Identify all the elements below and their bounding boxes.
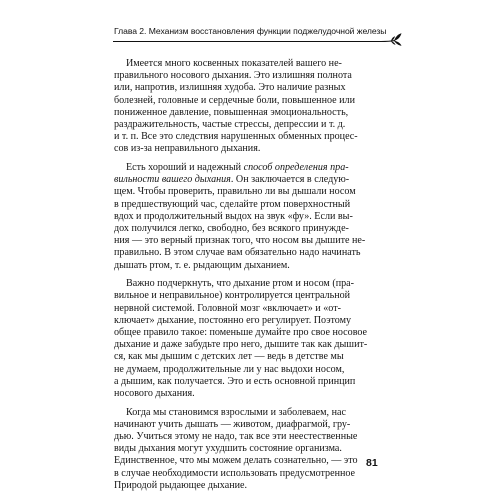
text-line: дью. Учиться этому не надо, так все эти неестественные xyxy=(114,431,358,443)
text-run: . Он заключается в следую- xyxy=(230,174,350,186)
leaf-ornament-icon xyxy=(380,31,402,51)
text-line: ния — это верный признак того, что носом вы дышите не- xyxy=(114,235,366,247)
text-line: Единственное, что мы можем делать сознательно, — это xyxy=(114,455,358,467)
text-line: вильное и неправильное) контролируется центральной xyxy=(114,290,351,302)
text-line: в предшествующий час, сделайте ртом поверхностный xyxy=(114,198,351,210)
body-text xyxy=(114,58,380,498)
text-line: и т. п. Все это следствия нарушенных обменных процес- xyxy=(114,131,358,143)
text-line: правильного носового дыхания. Это излишняя полнота xyxy=(114,70,352,82)
text-line: раздражительность, частые стрессы, депрессии и т. д. xyxy=(114,119,346,131)
page-number: 81 xyxy=(366,457,378,469)
text-line: дыхание и даже забудьте про него, дышите так как дышит- xyxy=(114,339,368,351)
text-line: носового дыхания. xyxy=(114,388,195,400)
text-line: болезней, головные и сердечные боли, повышенное или xyxy=(114,94,355,106)
text-line: начинают учить дышать — животом, диафрагмой, гру- xyxy=(114,418,351,430)
text-line: Важно подчеркнуть, что дыхание ртом и носом (пра- xyxy=(126,278,354,290)
italic-phrase: способ определения пра- xyxy=(243,162,349,174)
text-line: Когда мы становимся взрослыми и заболеваем, нас xyxy=(126,406,346,418)
running-head: Глава 2. Механизм восстановления функции поджелудочной железы xyxy=(114,26,387,36)
text-line: дох получился легко, свободно, без всякого принужде- xyxy=(114,223,349,235)
text-line: щем. Чтобы проверить, правильно ли вы дышали носом xyxy=(114,186,356,198)
paragraph-4 xyxy=(114,407,380,492)
text-line xyxy=(114,162,380,174)
text-line: ключает» дыхание, постоянно его регулирует. Поэтому xyxy=(114,314,352,326)
paragraph-1 xyxy=(114,58,380,156)
text-line: сов из-за неправильного дыхания. xyxy=(114,143,261,155)
text-line: общее правило такое: поменьше думайте про свое носовое xyxy=(114,327,368,339)
text-line: в случае необходимости использовать предусмотренное xyxy=(114,467,356,479)
text-line: ся, как мы дышим с детских лет — ведь в детстве мы xyxy=(114,351,344,363)
text-line: нервной системой. Головной мозг «включает» и «от- xyxy=(114,302,341,314)
text-line: не думаем, продолжительные ли у нас выдохи носом, xyxy=(114,363,345,375)
text-line: вдох и продолжительный выдох на звук «фу». Если вы- xyxy=(114,210,353,222)
text-run: Есть хороший и надежный xyxy=(126,162,244,174)
text-line: правильно. В этом случае вам обязательно надо начинать xyxy=(114,247,361,259)
text-line: Природой рыдающее дыхание. xyxy=(114,479,248,491)
text-line: а дышим, как получается. Это и есть основной принцип xyxy=(114,375,356,387)
text-line: пониженное давление, повышенная эмоциональность, xyxy=(114,106,349,118)
italic-phrase: вильности вашего дыхания xyxy=(114,174,231,186)
text-line: дышать ртом, т. е. рыдающим дыханием. xyxy=(114,259,290,271)
header-rule xyxy=(113,41,383,42)
paragraph-3 xyxy=(114,278,380,400)
paragraph-2 xyxy=(114,162,380,272)
text-line: Имеется много косвенных показателей вашего не- xyxy=(126,58,342,69)
text-line: или, напротив, излишняя худоба. Это наличие разных xyxy=(114,82,346,94)
text-line: виды дыхания могут ухудшить состояние организма. xyxy=(114,443,342,455)
text-line xyxy=(114,174,380,186)
